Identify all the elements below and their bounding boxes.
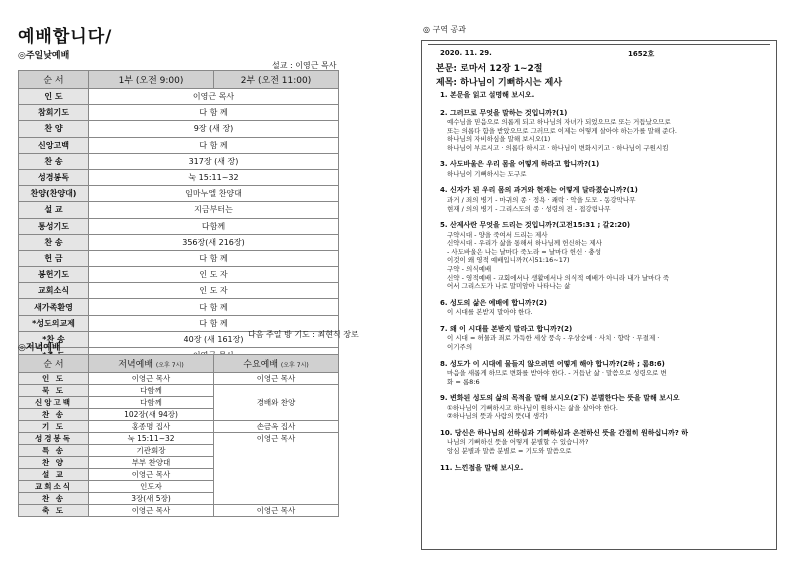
table-row	[19, 169, 339, 185]
table-row	[19, 121, 339, 137]
header-order: 순 서	[19, 355, 89, 373]
row-wednesday-value: 이영근 목사	[214, 505, 339, 517]
study-question	[440, 394, 766, 421]
morning-section-heading: ◎주일낮예배	[18, 51, 70, 61]
answer-line: 하나님이 기뻐하시는 도구로	[447, 169, 527, 178]
study-question	[440, 221, 766, 291]
row-label: 성경봉독	[19, 433, 89, 445]
header-second-service: 2부 (오전 11:00)	[214, 71, 339, 89]
row-label: 새가족환영	[19, 299, 89, 315]
table-row	[19, 137, 339, 153]
answer-line: 이것이 왜 영적 예배입니까?(시51:16~17)	[447, 256, 570, 265]
header-sunday-evening	[89, 355, 214, 373]
header-sunday-evening-time: (오후 7시)	[155, 362, 184, 369]
row-label: 찬 송	[19, 153, 89, 169]
study-issue-number: 1652호	[628, 50, 655, 58]
row-value: 인 도 자	[89, 283, 339, 299]
table-row	[19, 267, 339, 283]
answer-line: 구약 - 의식예배	[447, 265, 492, 274]
table-row	[19, 283, 339, 299]
table-row	[19, 105, 339, 121]
answer-line: 예수님을 믿음으로 의롭게 되고 하나님의 자녀가 되었으므로 또는 거듭났으므로	[447, 118, 671, 126]
row-sunday-value: 102장(새 94장)	[89, 409, 214, 421]
row-label: 특 송	[19, 445, 89, 457]
study-question	[440, 464, 766, 474]
study-passage: 본문: 로마서 12장 1~2절	[436, 64, 543, 74]
row-label: 축 도	[19, 505, 89, 517]
row-sunday-value: 기관회장	[89, 445, 214, 457]
row-value: 지금부터는	[89, 202, 339, 218]
row-value: 다 함 께	[89, 137, 339, 153]
row-sunday-value: 이영근 목사	[89, 373, 214, 385]
answer-line: 어서 그리스도가 나로 말미암아 나타나는 삶	[447, 282, 571, 291]
answer-line: 과거 / 죄의 병기 - 마귀의 종 · 정욕 · 쾌락 · 악을 도모 - 동강막나무	[447, 195, 636, 204]
row-label: *찬 송	[19, 331, 89, 347]
row-sunday-value: 이영근 목사	[89, 469, 214, 481]
row-label: 설 교	[19, 469, 89, 481]
question-text: 7. 왜 이 시대를 본받지 말라고 합니까?(2)	[440, 324, 573, 333]
study-question	[440, 186, 766, 213]
header-sunday-evening-label: 저녁예배	[118, 360, 154, 370]
table-row	[19, 433, 339, 445]
study-question	[440, 429, 766, 456]
row-label: 설 교	[19, 202, 89, 218]
question-text: 5. 산제사란 무엇을 드리는 것입니까?(고전15:31 ; 갈2:20)	[440, 221, 631, 230]
row-label: 찬 송	[19, 493, 89, 505]
answer-line: 앙심 분별과 말씀 분별로 = 기도와 말씀으로	[447, 447, 572, 456]
question-text: 6. 성도의 삶은 예배에 합니까?(2)	[440, 298, 547, 307]
question-text: 9. 변화된 성도의 삶의 목적을 말해 보시오(2下) 분별한다는 뜻을 말해 보시오	[440, 394, 680, 403]
row-label: 봉헌기도	[19, 267, 89, 283]
evening-section-heading: ◎저녁예배	[18, 343, 61, 353]
row-sunday-value: 다함께	[89, 385, 214, 397]
question-text: 10. 당신은 하나님의 선하심과 기뻐하심과 온전하신 뜻을 간절히 원하십니까? 하	[440, 428, 689, 437]
answer-line: ①하나님이 기뻐하시고 하나님이 원하시는 삶을 살아야 한다.	[447, 403, 618, 412]
header-order: 순 서	[19, 71, 89, 89]
header-wednesday	[214, 355, 339, 373]
row-label: 찬 양	[19, 457, 89, 469]
row-wednesday-value: 이영근 목사	[214, 373, 339, 385]
question-text: 2. 그러므로 무엇을 말하는 것입니까?(1)	[440, 108, 568, 117]
study-section-heading: ◎ 구역 공과	[423, 25, 466, 34]
study-question-list	[440, 91, 766, 481]
row-label: 찬 송	[19, 409, 89, 421]
row-label: 기 도	[19, 421, 89, 433]
study-inner-frame	[428, 44, 770, 543]
study-panel	[421, 40, 777, 550]
answer-line: 구약시대 - 양을 죽여서 드리는 제사	[447, 230, 548, 239]
row-label: 찬 양	[19, 121, 89, 137]
row-label: *성도의교제	[19, 315, 89, 331]
row-value: 다 함 께	[89, 105, 339, 121]
row-label: 헌 금	[19, 250, 89, 266]
row-sunday-value: 인도자	[89, 481, 214, 493]
row-sunday-value: 이영근 목사	[89, 505, 214, 517]
row-value: 40장 (새 161장)	[89, 331, 339, 347]
row-value: 인 도 자	[89, 267, 339, 283]
question-text: 8. 성도가 이 시대에 물들지 않으려면 어떻게 해야 합니까?(2하 ; 롬8:6)	[440, 359, 665, 368]
table-header-row	[19, 71, 339, 89]
table-row	[19, 218, 339, 234]
answer-line: 하나님이 부르시고 · 의롭다 하시고 · 하나님이 변화시키고 · 하나님이 구원시킴	[447, 143, 669, 152]
question-text: 3. 사도바울은 우리 몸을 어떻게 하라고 합니까?(1)	[440, 160, 600, 169]
table-row	[19, 250, 339, 266]
row-sunday-value: 다함께	[89, 397, 214, 409]
table-row	[19, 89, 339, 105]
study-question	[440, 109, 766, 153]
row-value: 다 함 께	[89, 315, 339, 331]
study-date: 2020. 11. 29.	[440, 49, 492, 57]
question-text: 11. 느낀점을 말해 보시오.	[440, 463, 524, 472]
row-value: 다 함 께	[89, 250, 339, 266]
study-question	[440, 360, 766, 387]
study-subject: 제목: 하나님이 기뻐하시는 제사	[436, 78, 563, 88]
answer-line: 신약시대 - 우리가 삶을 통해서 하나님께 헌신하는 제사	[447, 239, 602, 248]
question-text: 1. 본문을 읽고 설명해 보시오.	[440, 91, 535, 99]
row-label: 찬양(찬양대)	[19, 186, 89, 202]
row-wednesday-value: 이영근 목사	[214, 433, 339, 505]
row-label: 교회소식	[19, 481, 89, 493]
table-row	[19, 373, 339, 385]
row-label: 교회소식	[19, 283, 89, 299]
answer-line: ②하나님의 뜻과 사람의 뜻(내 생각)	[447, 412, 548, 421]
row-value: 317장 (새 장)	[89, 153, 339, 169]
row-value: 다 함 께	[89, 299, 339, 315]
table-row	[19, 202, 339, 218]
answer-line: 현재 / 의의 병기 - 그리스도의 종 · 성령의 전 - 접강림나무	[447, 204, 611, 213]
row-value: 356장(새 216장)	[89, 234, 339, 250]
header-wednesday-time: (오후 7시)	[280, 362, 309, 369]
answer-line: 마음을 새롭게 하므로 변화를 받아야 한다. - 거듭난 삶 · 말씀으로 성령으로 변	[447, 369, 667, 378]
table-row	[19, 421, 339, 433]
table-row	[19, 505, 339, 517]
row-value: 눅 15:11~32	[89, 169, 339, 185]
row-wednesday-value: 경배와 찬양	[214, 385, 339, 421]
table-header-row	[19, 355, 339, 373]
answer-line: 하나님의 자비하심을 말해 보시오(1)	[447, 135, 551, 144]
evening-order-table	[18, 354, 339, 517]
row-sunday-value: 부부 찬양대	[89, 457, 214, 469]
header-first-service: 1부 (오전 9:00)	[89, 71, 214, 89]
row-wednesday-value: 손금옥 집사	[214, 421, 339, 433]
answer-line: 이 시대를 본받지 말아야 한다.	[447, 308, 533, 317]
answer-line: 이기주의	[447, 343, 473, 351]
row-label: 성경봉독	[19, 169, 89, 185]
header-wednesday-label: 수요예배	[243, 360, 279, 370]
table-row	[19, 385, 339, 397]
row-label: 묵 도	[19, 385, 89, 397]
study-question	[440, 325, 766, 352]
answer-line: 나님의 기뻐하신 뜻을 어떻게 분별할 수 있습니까?	[447, 438, 589, 447]
row-label: 통성기도	[19, 218, 89, 234]
answer-line: 화 = 롬8:6	[447, 377, 480, 386]
study-question	[440, 91, 766, 101]
question-text: 4. 신자가 된 우리 몸의 과거와 현재는 어떻게 달라졌습니까?(1)	[440, 186, 638, 195]
study-question	[440, 299, 766, 317]
morning-order-table	[18, 70, 339, 364]
row-label: 신앙고백	[19, 397, 89, 409]
answer-line: 이 시대 = 허물과 죄로 가득한 세상 풍속 - 우상숭배 · 사치 · 향락 · 무절제 ·	[447, 334, 660, 343]
row-label: 신앙고백	[19, 137, 89, 153]
row-value: 다함께	[89, 218, 339, 234]
answer-line: 신약 - 영적예배 - 교회에서나 생활에서나 의식적 예배가 아니라 내가 날마다 죽	[447, 273, 670, 282]
row-sunday-value: 눅 15:11~32	[89, 433, 214, 445]
study-question	[440, 160, 766, 178]
row-sunday-value: 3장(새 5장)	[89, 493, 214, 505]
page-title: 예배합니다/	[18, 27, 113, 47]
row-label: 찬 송	[19, 234, 89, 250]
answer-line: - 사도바울은 나는 날마다 죽노라 = 날마다 헌신 · 충성	[447, 247, 602, 256]
row-label: 참회기도	[19, 105, 89, 121]
table-row	[19, 299, 339, 315]
row-value: 9장 (새 장)	[89, 121, 339, 137]
next-week-prayer-note: 다음 주일 방 기도 : 최현식 장로	[248, 330, 359, 339]
morning-preacher: 설교 : 이영근 목사	[272, 61, 337, 70]
row-label: 인 도	[19, 373, 89, 385]
row-value: 임마누엘 찬양대	[89, 186, 339, 202]
row-sunday-value: 홍종명 집사	[89, 421, 214, 433]
table-row	[19, 234, 339, 250]
row-label: 인 도	[19, 89, 89, 105]
table-row	[19, 186, 339, 202]
answer-line: 또는 의롭다 함을 받았으므로 그러므로 이제는 어떻게 살아야 하는가를 말해 준다.	[447, 126, 677, 135]
row-value: 이영근 목사	[89, 89, 339, 105]
table-row	[19, 153, 339, 169]
